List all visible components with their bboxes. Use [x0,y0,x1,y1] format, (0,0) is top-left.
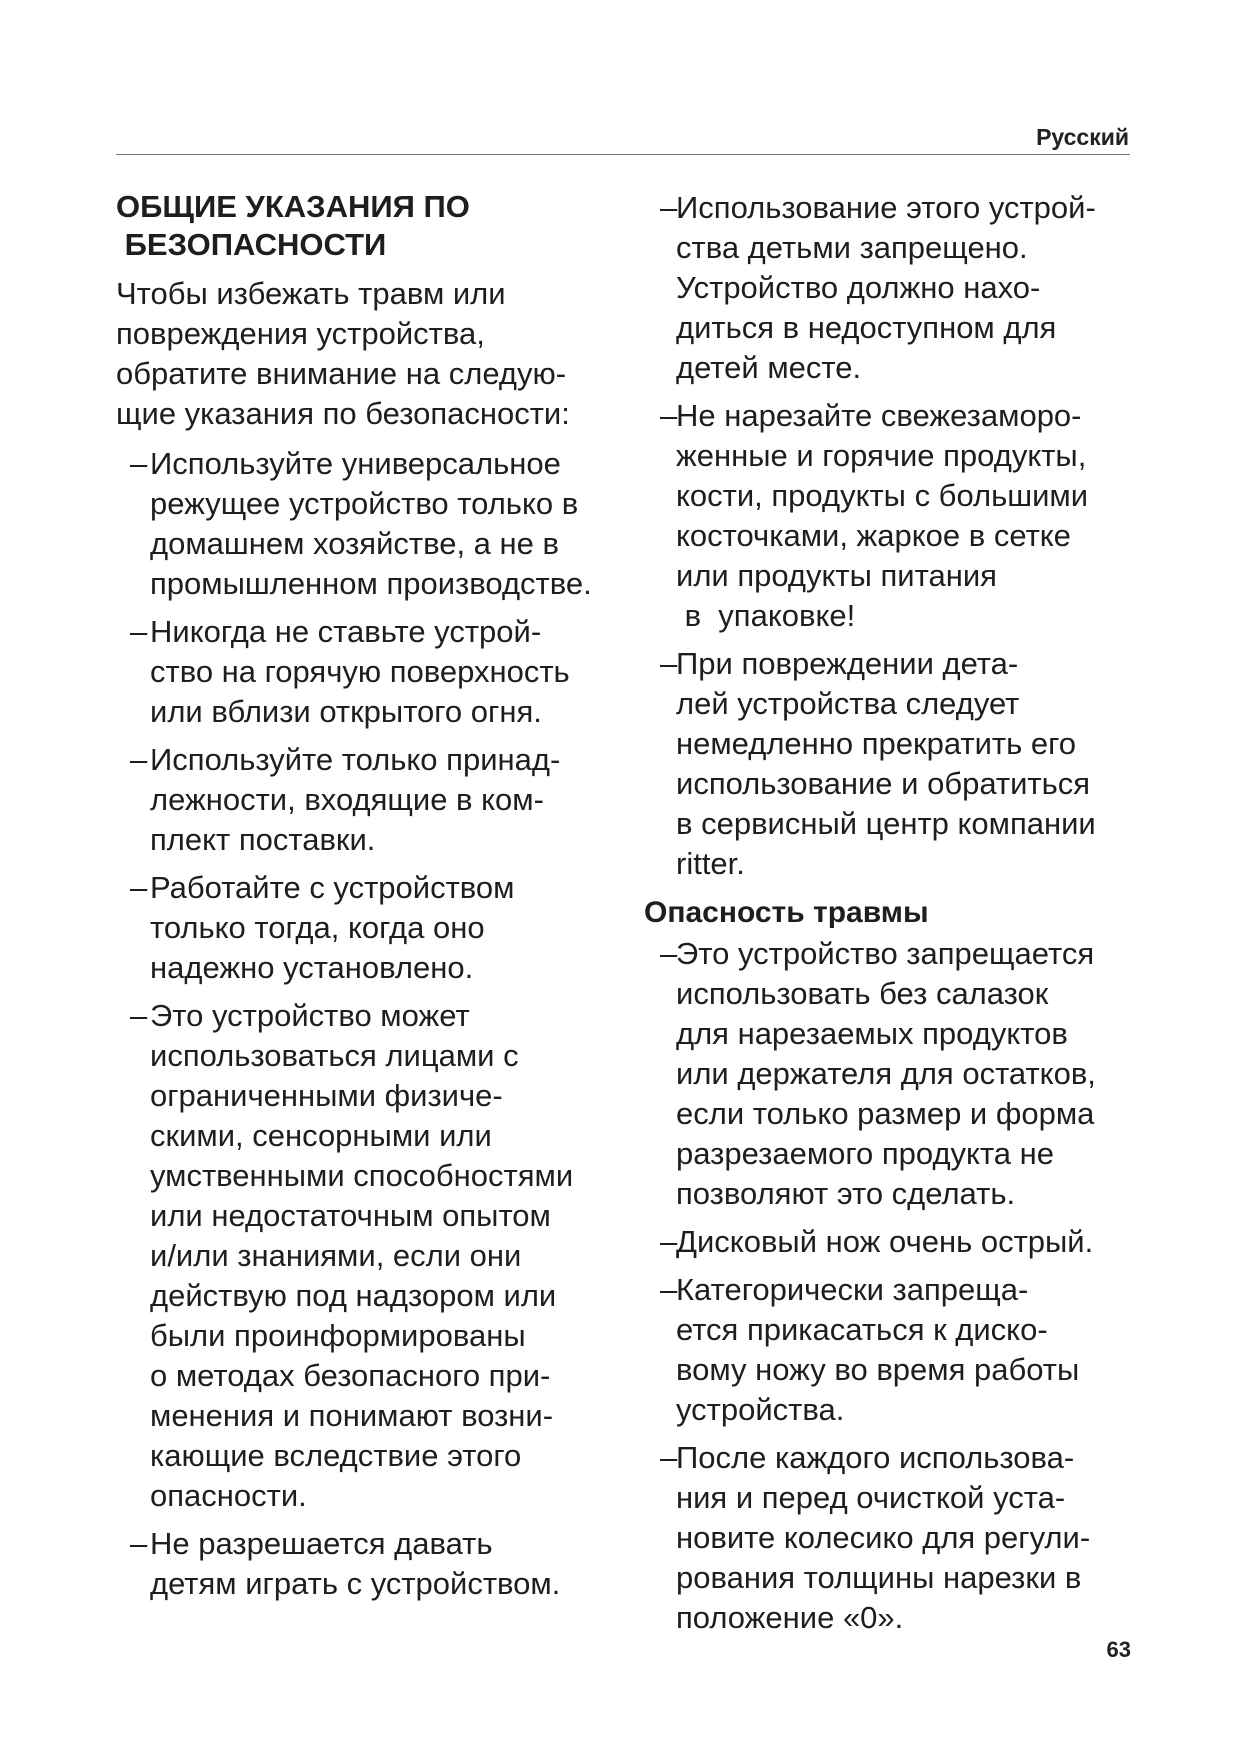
text-line: использование и обратиться [676,766,1091,801]
text-line: диться в недоступном для [676,310,1057,345]
header-rule [116,154,1130,155]
safety-bullet [676,396,1140,636]
text-line: – Не разрешается давать [150,1526,493,1561]
text-line: – Категорически запреща- [676,1272,1029,1307]
text-line: ния и перед очисткой уста- [676,1480,1066,1515]
text-line: действую под надзором или [150,1278,557,1313]
text-line: позволяют это сделать. [676,1176,1016,1211]
text-line: ство на горячую поверхность [150,654,570,689]
text-line: ства детьми запрещено. [676,230,1028,265]
text-line: новите колесико для регули- [676,1520,1091,1555]
text-line: – При повреждении дета- [676,646,1019,681]
safety-bullet [676,1222,1140,1262]
text-line: менения и понимают возни- [150,1398,554,1433]
text-line: если только размер и форма [676,1096,1095,1131]
text-line: – После каждого использова- [676,1440,1075,1475]
text-line: использоваться лицами с [150,1038,519,1073]
heading-line: БЕЗОПАСНОСТИ [116,227,387,262]
text-line: – Это устройство может [150,998,470,1033]
text-line: детям играть с устройством. [150,1566,561,1601]
safety-bullet [676,644,1140,884]
intro-paragraph [116,274,641,434]
safety-bullet [150,1524,641,1604]
text-line: повреждения устройства, [116,316,485,351]
text-line: – Используйте только принад- [150,742,561,777]
text-line: обратите внимание на следую- [116,356,567,391]
text-line: – Использование этого устрой- [676,190,1096,225]
text-line: положение «0». [676,1600,904,1635]
text-line: о методах безопасного при- [150,1358,551,1393]
text-line: умственными способностями [150,1158,574,1193]
page-number: 63 [1106,1637,1131,1662]
text-line: кающие вследствие этого [150,1438,522,1473]
text-line: для нарезаемых продуктов [676,1016,1068,1051]
text-line: вому ножу во время работы [676,1352,1080,1387]
text-line: плект поставки. [150,822,376,857]
text-line: опасности. [150,1478,307,1513]
text-line: режущее устройство только в [150,486,579,521]
text-line: использовать без салазок [676,976,1049,1011]
text-line: или держателя для остатков, [676,1056,1096,1091]
text-line: – Никогда не ставьте устрой- [150,614,542,649]
text-line: или недостаточным опытом [150,1198,551,1233]
text-line: были проинформированы [150,1318,526,1353]
text-line: щие указания по безопасности: [116,396,570,431]
text-line: в упаковке! [676,598,856,633]
safety-bullet [150,444,641,604]
text-line: только тогда, когда оно [150,910,485,945]
language-label: Русский [1036,124,1129,150]
text-line: женные и горячие продукты, [676,438,1087,473]
safety-bullet [150,868,641,988]
text-line: – Работайте с устройством [150,870,515,905]
text-line: рования толщины нарезки в [676,1560,1082,1595]
text-line: ritter. [676,846,745,881]
safety-bullet [150,996,641,1516]
text-line: или вблизи открытого огня. [150,694,542,729]
text-line: детей месте. [676,350,862,385]
text-line: и/или знаниями, если они [150,1238,522,1273]
text-line: домашнем хозяйстве, а не в [150,526,559,561]
safety-bullet [676,1438,1140,1638]
text-line: – Это устройство запрещается [676,936,1095,971]
heading-line: ОБЩИЕ УКАЗАНИЯ ПО [116,189,470,224]
safety-bullet [150,740,641,860]
text-line: скими, сенсорными или [150,1118,492,1153]
safety-bullet [676,934,1140,1214]
text-line: лей устройства следует [676,686,1020,721]
safety-bullet [676,1270,1140,1430]
safety-bullet [676,188,1140,388]
text-line: косточками, жаркое в сетке [676,518,1071,553]
right-column [644,188,1140,1646]
text-line: Чтобы избежать травм или [116,276,506,311]
text-line: кости, продукты с большими [676,478,1089,513]
text-line: надежно установлено. [150,950,474,985]
text-line: – Дисковый нож очень острый. [676,1224,1094,1259]
text-line: немедленно прекратить его [676,726,1076,761]
safety-bullet [150,612,641,732]
text-line: лежности, входящие в ком- [150,782,544,817]
text-line: ется прикасаться к диско- [676,1312,1048,1347]
left-column [116,188,641,1612]
text-line: разрезаемого продукта не [676,1136,1055,1171]
text-line: или продукты питания [676,558,997,593]
text-line: Устройство должно нахо- [676,270,1041,305]
text-line: промышленном производстве. [150,566,592,601]
text-line: ограниченными физиче- [150,1078,503,1113]
injury-danger-heading: Опасность травмы [644,896,929,929]
text-line: – Не нарезайте свежезаморо- [676,398,1082,433]
section-heading [116,188,641,264]
text-line: в сервисный центр компании [676,806,1096,841]
text-line: – Используйте универсальное [150,446,561,481]
text-line: устройства. [676,1392,845,1427]
